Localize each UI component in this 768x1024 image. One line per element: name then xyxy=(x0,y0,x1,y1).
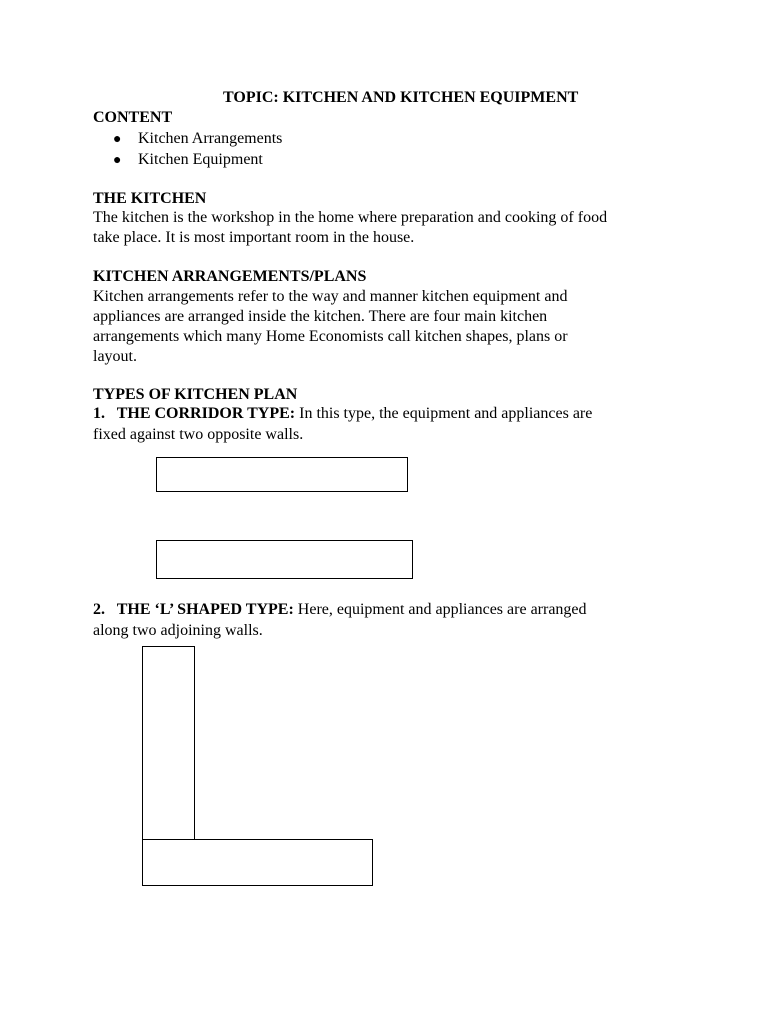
l-shaped-type-label: 2. THE ‘L’ SHAPED TYPE: xyxy=(93,601,294,618)
list-item xyxy=(113,150,263,171)
corridor-type-line xyxy=(93,404,592,424)
corridor-type-text-continued: fixed against two opposite walls. xyxy=(93,426,304,443)
list-item-label: Kitchen Arrangements xyxy=(138,130,283,147)
paragraph-line: take place. It is most important room in the house. xyxy=(93,229,415,246)
l-shape-horizontal-wall-diagram xyxy=(142,839,373,886)
bullet-icon: ● xyxy=(113,153,122,168)
paragraph-line: appliances are arranged inside the kitchen. There are four main kitchen xyxy=(93,308,548,325)
paragraph-line: Kitchen arrangements refer to the way and manner kitchen equipment and xyxy=(93,288,568,305)
topic-title: TOPIC: KITCHEN AND KITCHEN EQUIPMENT xyxy=(223,89,579,106)
l-shaped-type-text-continued: along two adjoining walls. xyxy=(93,622,263,639)
paragraph-line: The kitchen is the workshop in the home where preparation and cooking of food xyxy=(93,209,608,226)
corridor-wall-bottom-diagram xyxy=(156,540,413,579)
list-item xyxy=(113,129,282,150)
l-shaped-type-line xyxy=(93,600,587,620)
arrangements-heading: KITCHEN ARRANGEMENTS/PLANS xyxy=(93,268,367,285)
content-heading: CONTENT xyxy=(93,109,173,126)
corridor-type-text: In this type, the equipment and appliances are xyxy=(299,405,593,422)
paragraph-line: layout. xyxy=(93,348,137,365)
bullet-icon: ● xyxy=(113,132,122,147)
kitchen-heading: THE KITCHEN xyxy=(93,190,207,207)
corridor-wall-top-diagram xyxy=(156,457,408,492)
types-heading: TYPES OF KITCHEN PLAN xyxy=(93,386,298,403)
arrangements-paragraph xyxy=(93,287,693,367)
paragraph-line: arrangements which many Home Economists call kitchen shapes, plans or xyxy=(93,328,568,345)
kitchen-paragraph xyxy=(93,208,693,248)
corridor-type-label: 1. THE CORRIDOR TYPE: xyxy=(93,405,296,422)
list-item-label: Kitchen Equipment xyxy=(138,151,263,168)
l-shape-vertical-wall-diagram xyxy=(142,646,195,841)
l-shaped-type-text: Here, equipment and appliances are arranged xyxy=(297,601,587,618)
